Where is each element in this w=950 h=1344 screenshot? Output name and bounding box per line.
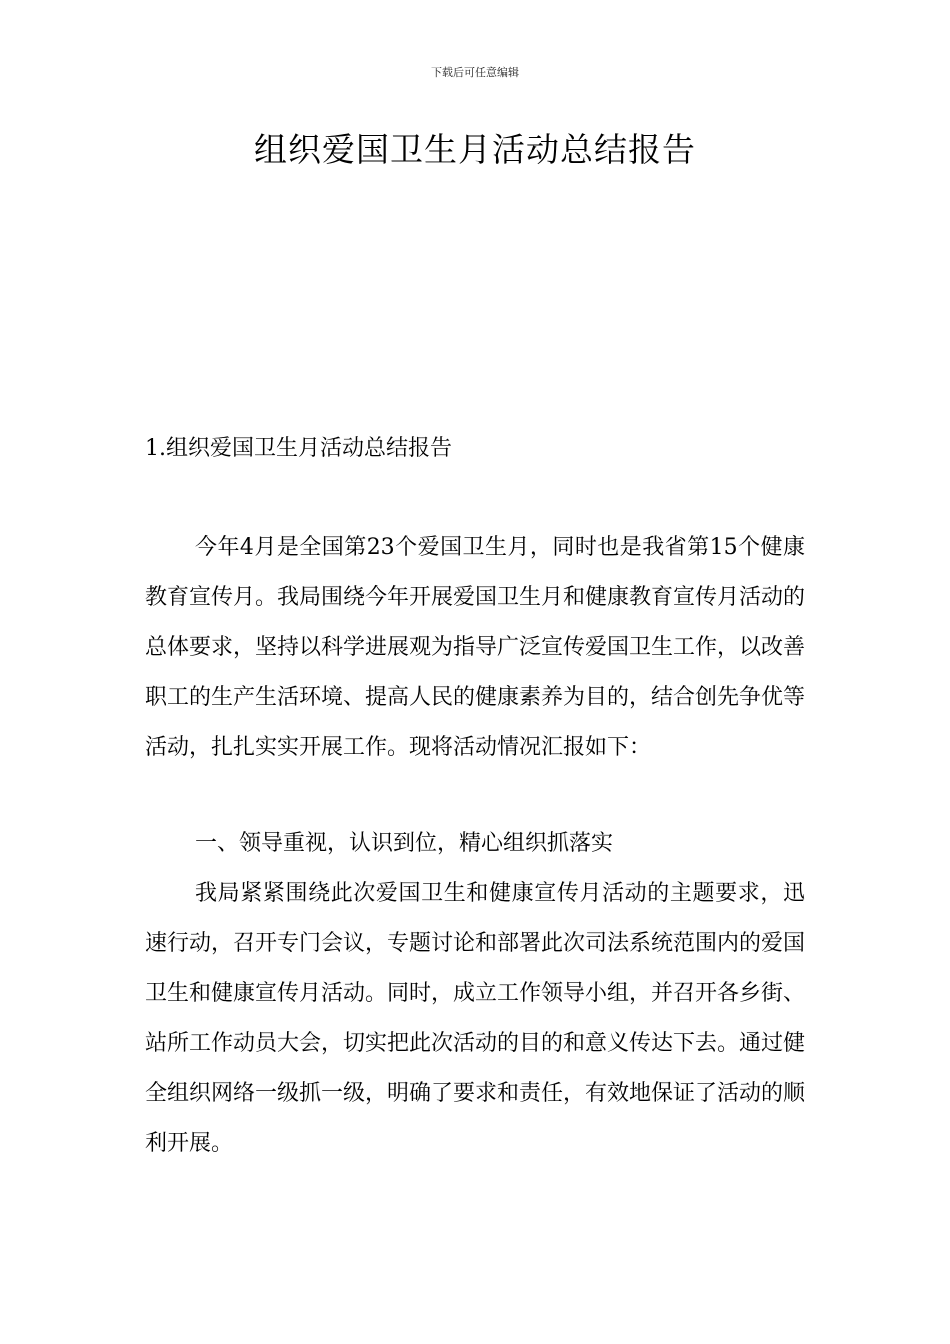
document-title: 组织爱国卫生月活动总结报告	[254, 130, 696, 169]
subheading-1: 一、领导重视，认识到位，精心组织抓落实	[195, 831, 614, 856]
body-paragraph-1: 今年4月是全国第23个爱国卫生月，同时也是我省第15个健康教育宣传月。我局围绕今年开展爱国卫生月和健康教育宣传月活动的总体要求，坚持以科学进展观为指导广泛宣传爱国卫生工作，以改善职工的生产生活环境、提高人民的健康素养为目的，结合创先争优等活动，扎扎实实开展工作。现将活动情况汇报如下：	[145, 535, 806, 760]
section-heading: 1.组织爱国卫生月活动总结报告	[145, 436, 452, 461]
body-paragraph-2: 我局紧紧围绕此次爱国卫生和健康宣传月活动的主题要求，迅速行动，召开专门会议，专题讨论和部署此次司法系统范围内的爱国卫生和健康宣传月活动。同时，成立工作领导小组，并召开各乡街、站所工作动员大会，切实把此次活动的目的和意义传达下去。通过健全组织网络一级抓一级，明确了要求和责任，有效地保证了活动的顺利开展。	[145, 881, 806, 1156]
header-note: 下载后可任意编辑	[431, 66, 519, 79]
